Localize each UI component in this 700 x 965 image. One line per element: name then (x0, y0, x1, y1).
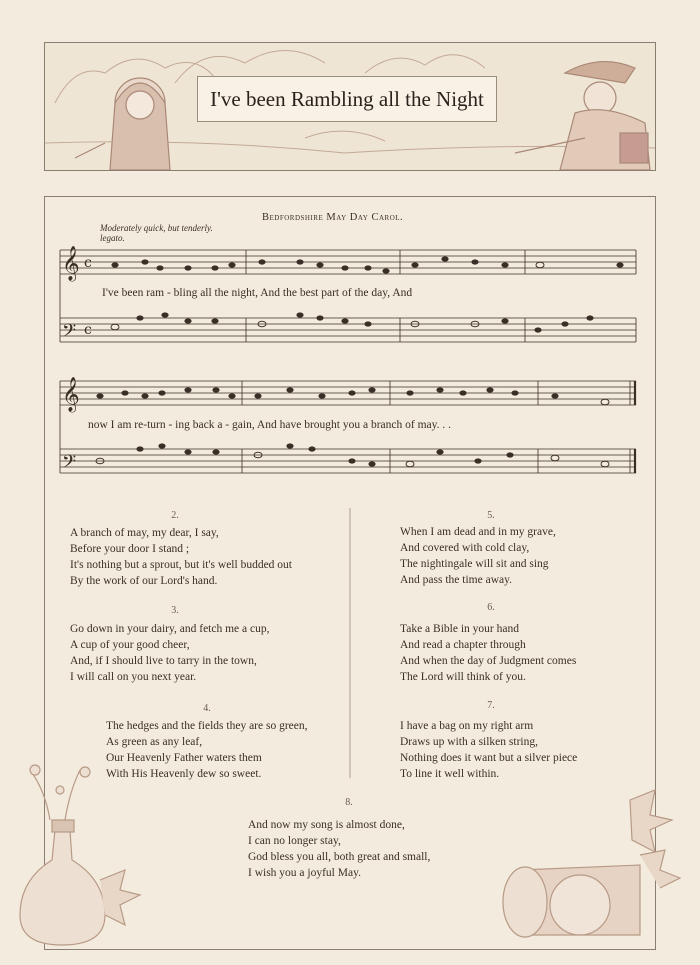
lyric-line-1: I've been ram - bling all the night, And the best part of the day, And (102, 287, 413, 299)
lyric-line-2: now I am re-turn - ing back a - gain, And have brought you a branch of may. . . (88, 419, 451, 431)
song-subtitle: Bedfordshire May Day Carol. (262, 212, 404, 223)
verse-line: And covered with cold clay, (400, 542, 530, 554)
verse-number: 2. (171, 510, 179, 521)
verse-4 (106, 718, 308, 782)
verse-line: God bless you all, both great and small, (248, 851, 431, 863)
verse-line: I wish you a joyful May. (248, 867, 361, 879)
verse-number: 4. (203, 703, 211, 714)
verse-2 (70, 525, 292, 589)
log-decoration (503, 790, 680, 937)
verse-line: The Lord will think of you. (400, 671, 526, 683)
verse-6 (400, 621, 576, 685)
verse-line: And when the day of Judgment comes (400, 655, 577, 667)
verse-line: Draws up with a silken string, (400, 736, 538, 748)
verse-line: Our Heavenly Father waters them (106, 752, 262, 764)
verse-line: The nightingale will sit and sing (400, 558, 549, 570)
tempo-legato: legato. (100, 233, 125, 243)
verse-3 (70, 621, 270, 685)
verse-number: 8. (345, 797, 353, 808)
treble-clef-2: 𝄞 (62, 377, 80, 412)
verse-line: The hedges and the fields they are so green, (106, 720, 308, 732)
staff-treble-2 (60, 381, 636, 405)
verse-line: To line it well within. (400, 768, 500, 780)
staff-bass-2 (60, 449, 636, 473)
verse-line: As green as any leaf, (106, 736, 203, 748)
verse-number: 7. (487, 700, 495, 711)
verse-line: Go down in your dairy, and fetch me a cup, (70, 623, 270, 635)
verse-line: By the work of our Lord's hand. (70, 575, 218, 587)
verse-5 (400, 524, 556, 588)
notes-treble-1 (111, 256, 623, 273)
verse-line: And, if I should live to tarry in the town, (70, 655, 257, 667)
verse-line: And now my song is almost done, (248, 819, 405, 831)
verse-line: And pass the time away. (400, 574, 512, 586)
verse-line: A branch of may, my dear, I say, (70, 527, 219, 539)
notes-bass-1 (111, 312, 594, 332)
verse-line: I can no longer stay, (248, 835, 341, 847)
verse-line: I have a bag on my right arm (400, 720, 534, 732)
verse-line: A cup of your good cheer, (70, 639, 190, 651)
verse-line: Take a Bible in your hand (400, 623, 519, 635)
bottle-decoration (20, 765, 140, 945)
treble-clef: 𝄞 (62, 246, 80, 281)
verse-7 (400, 718, 577, 782)
verse-line: I will call on you next year. (70, 671, 197, 683)
verse-line: With His Heavenly dew so sweet. (106, 768, 262, 780)
time-signature-bass: c (84, 322, 92, 338)
verse-8 (248, 817, 430, 881)
verse-number: 6. (487, 602, 495, 613)
verse-line: When I am dead and in my grave, (400, 526, 556, 538)
verse-line: It's nothing but a sprout, but it's well budded out (70, 559, 292, 571)
bass-clef-2: 𝄢 (62, 452, 77, 477)
verse-number: 5. (487, 510, 495, 521)
verse-number: 3. (171, 605, 179, 616)
verse-line: Nothing does it want but a silver piece (400, 752, 578, 764)
verse-line: And read a chapter through (400, 639, 526, 651)
bass-clef: 𝄢 (62, 321, 77, 346)
time-signature: c (84, 255, 92, 271)
tempo-line: Moderately quick, but tenderly. (100, 223, 213, 233)
title-text: I've been Rambling all the Night (210, 86, 484, 111)
verse-line: Before your door I stand ; (70, 543, 190, 555)
notes-treble-2 (96, 387, 609, 404)
